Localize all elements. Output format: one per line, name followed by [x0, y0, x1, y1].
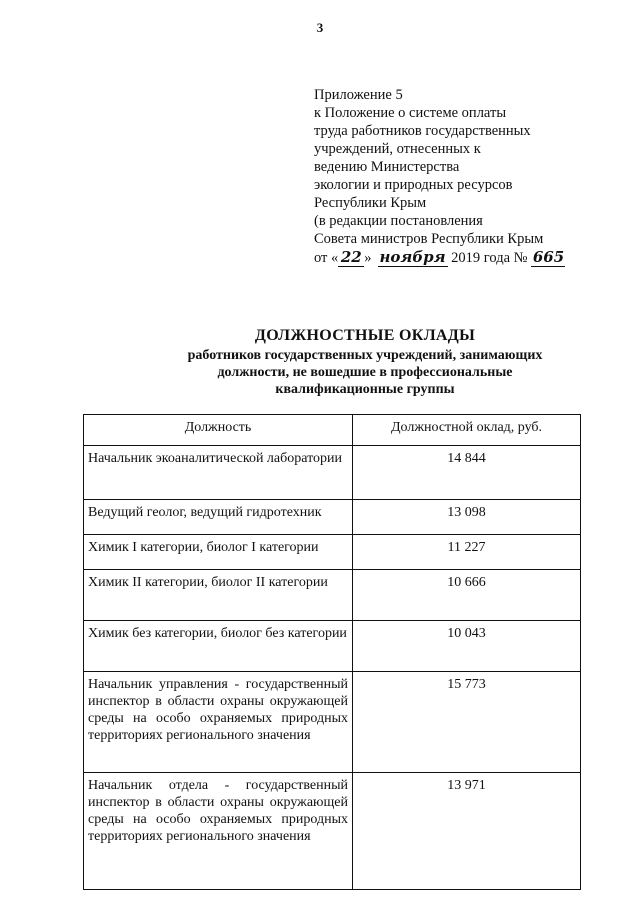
- position-cell: Химик I категории, биолог I категории: [84, 535, 353, 570]
- table-row: [84, 535, 581, 570]
- appendix-line: к Положение о системе оплаты: [314, 105, 507, 121]
- salary-cell: 13 971: [353, 773, 581, 890]
- salary-cell: 14 844: [353, 446, 581, 500]
- appendix-line: ведению Министерства: [314, 159, 460, 175]
- table-row: [84, 672, 581, 773]
- handwritten-day: 22: [338, 248, 364, 267]
- position-cell: Начальник отдела - государственный инспектор в области охраны окружающей среды на особо охраняемых природных территориях регионального значения: [84, 773, 353, 890]
- position-cell: Начальник экоаналитической лаборатории: [84, 446, 353, 500]
- appendix-line: Совета министров Республики Крым: [314, 231, 544, 247]
- appendix-line: учреждений, отнесенных к: [314, 141, 481, 157]
- position-cell: Начальник управления - государственный инспектор в области охраны окружающей среды на особо охраняемых природных территориях регионального значения: [84, 672, 353, 773]
- table-row: [84, 570, 581, 621]
- position-cell: Химик II категории, биолог II категории: [84, 570, 353, 621]
- table-row: [84, 773, 581, 890]
- appendix-line: труда работников государственных: [314, 123, 531, 139]
- salary-cell: 10 043: [353, 621, 581, 672]
- position-cell: Химик без категории, биолог без категории: [84, 621, 353, 672]
- salary-table: [83, 414, 581, 890]
- table-row: [84, 500, 581, 535]
- salary-cell: 10 666: [353, 570, 581, 621]
- appendix-line: Республики Крым: [314, 195, 427, 211]
- table-row: [84, 446, 581, 500]
- document-heading: [150, 327, 580, 398]
- year-text: 2019 года №: [451, 250, 528, 266]
- subtitle-line: должности, не вошедшие в профессиональные: [217, 365, 513, 380]
- table-row: [84, 621, 581, 672]
- appendix-block: [314, 86, 614, 267]
- subtitle-line: квалификационные группы: [275, 382, 455, 397]
- salary-cell: 15 773: [353, 672, 581, 773]
- appendix-line: экологии и природных ресурсов: [314, 177, 513, 193]
- date-prefix: от «: [314, 250, 339, 266]
- page-number: 3: [316, 20, 324, 35]
- decree-date-line: [314, 248, 614, 267]
- handwritten-decree-number: 665: [532, 248, 565, 266]
- subtitle-line: работников государственных учреждений, занимающих: [187, 348, 543, 363]
- header-position: Должность: [84, 415, 353, 446]
- salary-cell: 13 098: [353, 500, 581, 535]
- document-title: ДОЛЖНОСТНЫЕ ОКЛАДЫ: [254, 327, 476, 344]
- date-quote: »: [364, 250, 372, 266]
- header-salary: Должностной оклад, руб.: [353, 415, 581, 446]
- position-cell: Ведущий геолог, ведущий гидротехник: [84, 500, 353, 535]
- salary-cell: 11 227: [353, 535, 581, 570]
- document-subtitle: [150, 347, 580, 398]
- table-header-row: [84, 415, 581, 446]
- appendix-line: Приложение 5: [314, 87, 403, 103]
- handwritten-month: ноября: [379, 248, 446, 266]
- appendix-line: (в редакции постановления: [314, 213, 483, 229]
